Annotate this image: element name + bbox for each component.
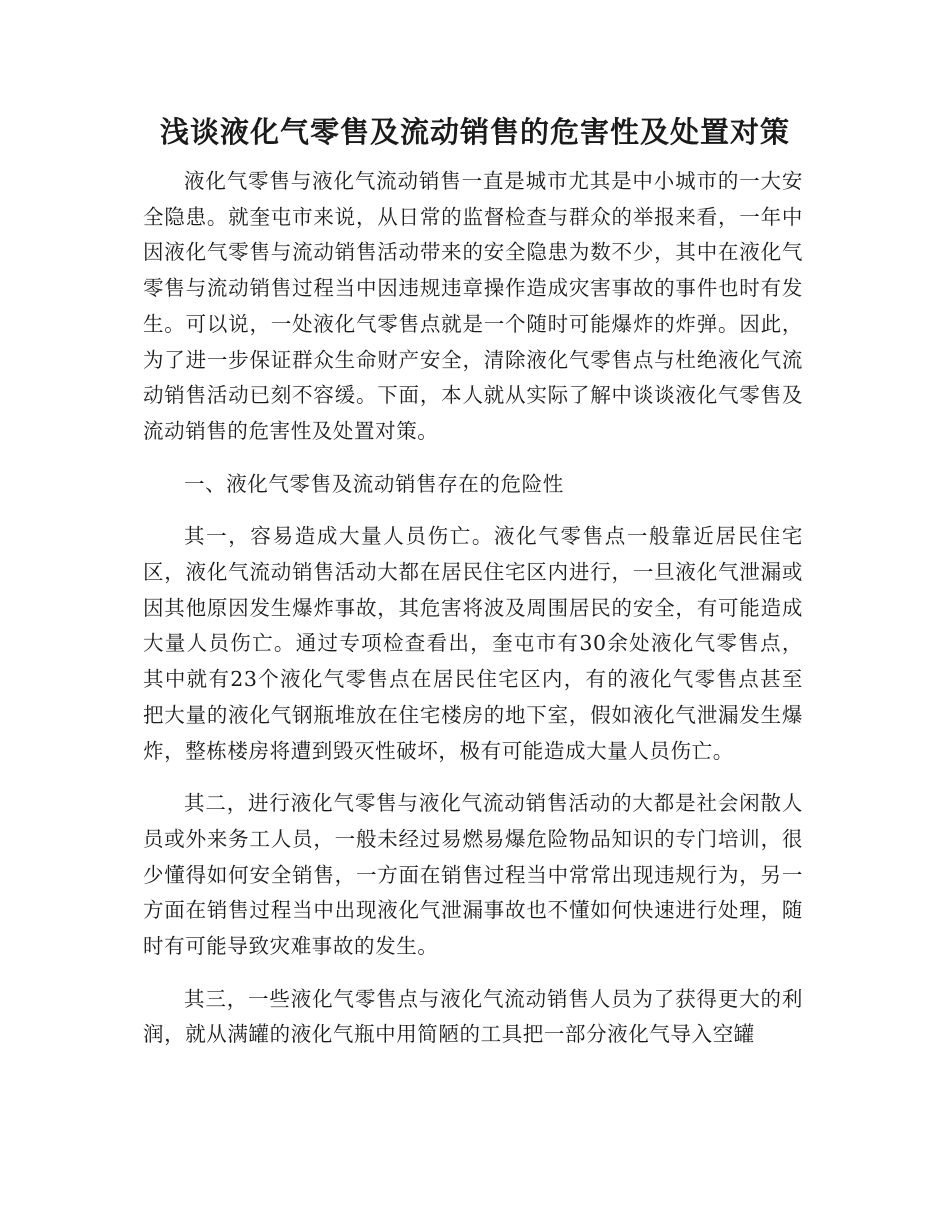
body-paragraph: 其一，容易造成大量人员伤亡。液化气零售点一般靠近居民住宅区，液化气流动销售活动大都在居民住宅区内进行，一旦液化气泄漏或因其他原因发生爆炸事故，其危害将波及周围居民的安全，有可能造成大量人员伤亡。通过专项检查看出，奎屯市有30余处液化气零售点，其中就有23个液化气零售点在居民住宅区内，有的液化气零售点甚至把大量的液化气钢瓶堆放在住宅楼房的地下室，假如液化气泄漏发生爆炸，整栋楼房将遭到毁灭性破坏，极有可能造成大量人员伤亡。 — [143, 524, 803, 763]
body-paragraph: 其二，进行液化气零售与液化气流动销售活动的大都是社会闲散人员或外来务工人员，一般未经过易燃易爆危险物品知识的专门培训，很少懂得如何安全销售，一方面在销售过程当中常常出现违规行为，另一方面在销售过程当中出现液化气泄漏事故也不懂如何快速进行处理，随时有可能导致灾难事故的发生。 — [143, 791, 803, 959]
document-title: 浅谈液化气零售及流动销售的危害性及处置对策 — [159, 115, 790, 149]
intro-paragraph: 液化气零售与液化气流动销售一直是城市尤其是中小城市的一大安全隐患。就奎屯市来说，从日常的监督检查与群众的举报来看，一年中因液化气零售与流动销售活动带来的安全隐患为数不少，其中在液化气零售与流动销售过程当中因违规违章操作造成灾害事故的事件也时有发生。可以说，一处液化气零售点就是一个随时可能爆炸的炸弹。因此，为了进一步保证群众生命财产安全，清除液化气零售点与杜绝液化气流动销售活动已刻不容缓。下面，本人就从实际了解中谈谈液化气零售及流动销售的危害性及处置对策。 — [143, 169, 803, 443]
document-body — [143, 164, 803, 1070]
body-paragraph: 其三，一些液化气零售点与液化气流动销售人员为了获得更大的利润，就从满罐的液化气瓶中用简陋的工具把一部分液化气导入空罐 — [143, 986, 803, 1047]
section-heading: 一、液化气零售及流动销售存在的危险性 — [184, 471, 564, 496]
